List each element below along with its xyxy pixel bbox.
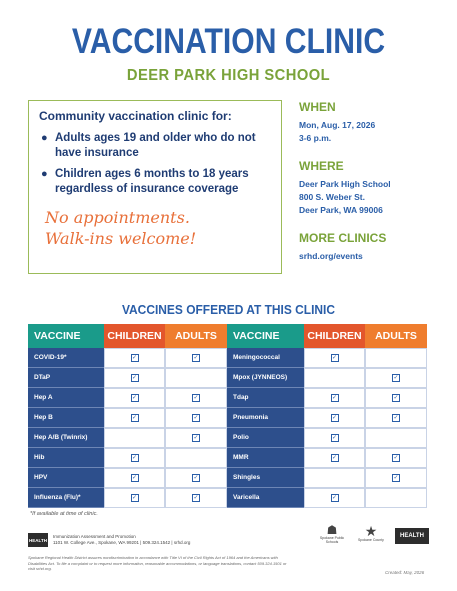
children-cell bbox=[304, 468, 365, 488]
page-title: VACCINATION CLINIC bbox=[71, 22, 386, 61]
health-logo: HEALTH bbox=[395, 528, 429, 544]
more-link[interactable]: srhd.org/events bbox=[299, 251, 363, 261]
col-header-adults: ADULTS bbox=[165, 324, 227, 348]
eligibility-list bbox=[39, 131, 271, 197]
vaccine-name: DTaP bbox=[28, 368, 104, 388]
col-header-vaccine: VACCINE bbox=[28, 324, 104, 348]
address-line: Immunization Assessment and Promotion bbox=[53, 534, 136, 539]
vaccine-name: Varicella bbox=[227, 488, 304, 508]
adults-cell bbox=[365, 348, 427, 368]
children-cell bbox=[304, 408, 365, 428]
vaccine-name: Hep B bbox=[28, 408, 104, 428]
list-item bbox=[39, 167, 271, 197]
children-cell bbox=[304, 348, 365, 368]
children-cell bbox=[104, 448, 165, 468]
adults-cell bbox=[165, 468, 227, 488]
bullet-text: Adults ages 19 and older who do not have insurance bbox=[55, 132, 256, 159]
footnote: *If available at time of clinic. bbox=[30, 511, 98, 517]
adults-cell bbox=[165, 348, 227, 368]
bullet-text: Children ages 6 months to 18 years regardless of insurance coverage bbox=[55, 168, 249, 195]
checkbox-icon: ✓ bbox=[331, 355, 338, 361]
adults-cell bbox=[165, 368, 227, 388]
col-header-adults: ADULTS bbox=[365, 324, 427, 348]
children-cell bbox=[304, 428, 365, 448]
checkbox-icon: ✓ bbox=[193, 415, 199, 421]
vaccine-name: Pneumonia bbox=[227, 408, 304, 428]
adults-cell bbox=[165, 488, 227, 508]
where-heading: WHERE bbox=[299, 159, 344, 173]
when-heading: WHEN bbox=[299, 100, 336, 114]
checkbox-icon: ✓ bbox=[131, 415, 138, 421]
walkin-line-2: Walk-ins welcome! bbox=[45, 229, 197, 248]
checkbox-icon: ✓ bbox=[131, 455, 138, 461]
checkbox-icon: ✓ bbox=[393, 415, 399, 421]
checkbox-icon: ✓ bbox=[193, 495, 199, 501]
vaccine-name: Influenza (Flu)* bbox=[28, 488, 104, 508]
children-cell bbox=[304, 388, 365, 408]
bullet-icon: ● bbox=[41, 168, 48, 180]
when-block bbox=[299, 100, 449, 145]
where-line: Deer Park, WA 99006 bbox=[299, 205, 383, 215]
when-date: Mon, Aug. 17, 2026 bbox=[299, 120, 376, 130]
list-item bbox=[39, 131, 271, 161]
checkbox-icon: ✓ bbox=[193, 395, 199, 401]
adults-cell bbox=[165, 408, 227, 428]
checkbox-icon: ✓ bbox=[193, 475, 199, 481]
col-header-children: CHILDREN bbox=[304, 324, 365, 348]
event-details bbox=[299, 100, 449, 277]
checkbox-icon: ✓ bbox=[131, 475, 138, 481]
adults-cell bbox=[365, 468, 427, 488]
checkbox-icon: ✓ bbox=[393, 395, 399, 401]
checkbox-icon: ✓ bbox=[331, 455, 338, 461]
children-cell bbox=[104, 488, 165, 508]
adults-cell bbox=[165, 388, 227, 408]
table-row bbox=[28, 368, 427, 388]
vaccine-name: MMR bbox=[227, 448, 304, 468]
walkin-note bbox=[39, 207, 271, 249]
vaccines-heading: VACCINES OFFERED AT THIS CLINIC bbox=[121, 302, 336, 317]
info-box bbox=[28, 100, 282, 274]
where-line: 800 S. Weber St. bbox=[299, 192, 365, 202]
adults-cell bbox=[365, 368, 427, 388]
when-time: 3-6 p.m. bbox=[299, 133, 332, 143]
school-logo bbox=[318, 524, 346, 544]
table-row bbox=[28, 428, 427, 448]
star-icon: ★ bbox=[364, 523, 378, 539]
checkbox-icon: ✓ bbox=[331, 415, 338, 421]
vaccine-name: Hep A/B (Twinrix) bbox=[28, 428, 104, 448]
adults-cell bbox=[365, 448, 427, 468]
children-cell bbox=[104, 408, 165, 428]
children-cell bbox=[304, 448, 365, 468]
table-row bbox=[28, 448, 427, 468]
adults-cell bbox=[365, 428, 427, 448]
people-icon: ☗ bbox=[326, 523, 338, 537]
logo-label: Spokane Public Schools bbox=[319, 536, 345, 544]
checkbox-icon: ✓ bbox=[331, 435, 338, 441]
table-row bbox=[28, 488, 427, 508]
vaccine-name: Meningococcal bbox=[227, 348, 304, 368]
children-cell bbox=[104, 428, 165, 448]
checkbox-icon: ✓ bbox=[131, 395, 138, 401]
vaccine-name: Hep A bbox=[28, 388, 104, 408]
page-subtitle: DEER PARK HIGH SCHOOL bbox=[126, 67, 331, 84]
vaccine-name: Polio bbox=[227, 428, 304, 448]
adults-cell bbox=[365, 488, 427, 508]
checkbox-icon: ✓ bbox=[131, 375, 138, 381]
srhd-logo: HEALTH bbox=[28, 533, 48, 547]
county-logo bbox=[354, 524, 388, 542]
checkbox-icon: ✓ bbox=[131, 355, 138, 361]
walkin-line-1: No appointments. bbox=[45, 208, 190, 227]
legal-text: Spokane Regional Health District assures nondiscrimination in accordance with Title VI of the Civil Rights Act of 1964 and the Americans with Disabilities Act. To file a complaint or to request more information, reasonable accommodations, or language translations, contact 509.324.1501 or visit srhd.org. bbox=[28, 555, 287, 571]
table-header bbox=[28, 324, 427, 348]
children-cell bbox=[104, 368, 165, 388]
children-cell bbox=[304, 488, 365, 508]
table-row bbox=[28, 388, 427, 408]
more-heading: MORE CLINICS bbox=[299, 231, 387, 245]
bullet-icon: ● bbox=[41, 132, 48, 144]
vaccine-table bbox=[28, 324, 427, 508]
col-header-vaccine: VACCINE bbox=[227, 324, 304, 348]
children-cell bbox=[104, 388, 165, 408]
info-lead: Community vaccination clinic for: bbox=[39, 109, 232, 123]
where-line: Deer Park High School bbox=[299, 179, 391, 189]
checkbox-icon: ✓ bbox=[393, 455, 399, 461]
more-block bbox=[299, 231, 449, 263]
table-row bbox=[28, 408, 427, 428]
vaccine-name: Tdap bbox=[227, 388, 304, 408]
children-cell bbox=[304, 368, 365, 388]
checkbox-icon: ✓ bbox=[193, 355, 199, 361]
created-date: Created: May, 2026 bbox=[385, 570, 425, 575]
vaccine-name: COVID-19* bbox=[28, 348, 104, 368]
footer-address bbox=[53, 534, 190, 546]
checkbox-icon: ✓ bbox=[393, 375, 399, 381]
where-block bbox=[299, 159, 449, 217]
table-row bbox=[28, 348, 427, 368]
table-row bbox=[28, 468, 427, 488]
address-line: 1101 W. College Ave., Spokane, WA 99201 | 509.324.1542 | srhd.org bbox=[53, 540, 191, 545]
checkbox-icon: ✓ bbox=[331, 395, 338, 401]
logo-label: Spokane County bbox=[358, 538, 384, 542]
checkbox-icon: ✓ bbox=[131, 495, 138, 501]
checkbox-icon: ✓ bbox=[393, 475, 399, 481]
table-body bbox=[28, 348, 427, 508]
adults-cell bbox=[165, 448, 227, 468]
adults-cell bbox=[365, 388, 427, 408]
vaccine-name: Hib bbox=[28, 448, 104, 468]
vaccine-name: HPV bbox=[28, 468, 104, 488]
vaccine-name: Shingles bbox=[227, 468, 304, 488]
children-cell bbox=[104, 348, 165, 368]
children-cell bbox=[104, 468, 165, 488]
vaccine-name: Mpox (JYNNEOS) bbox=[227, 368, 304, 388]
col-header-children: CHILDREN bbox=[104, 324, 165, 348]
adults-cell bbox=[165, 428, 227, 448]
checkbox-icon: ✓ bbox=[331, 495, 338, 501]
adults-cell bbox=[365, 408, 427, 428]
checkbox-icon: ✓ bbox=[193, 435, 199, 441]
